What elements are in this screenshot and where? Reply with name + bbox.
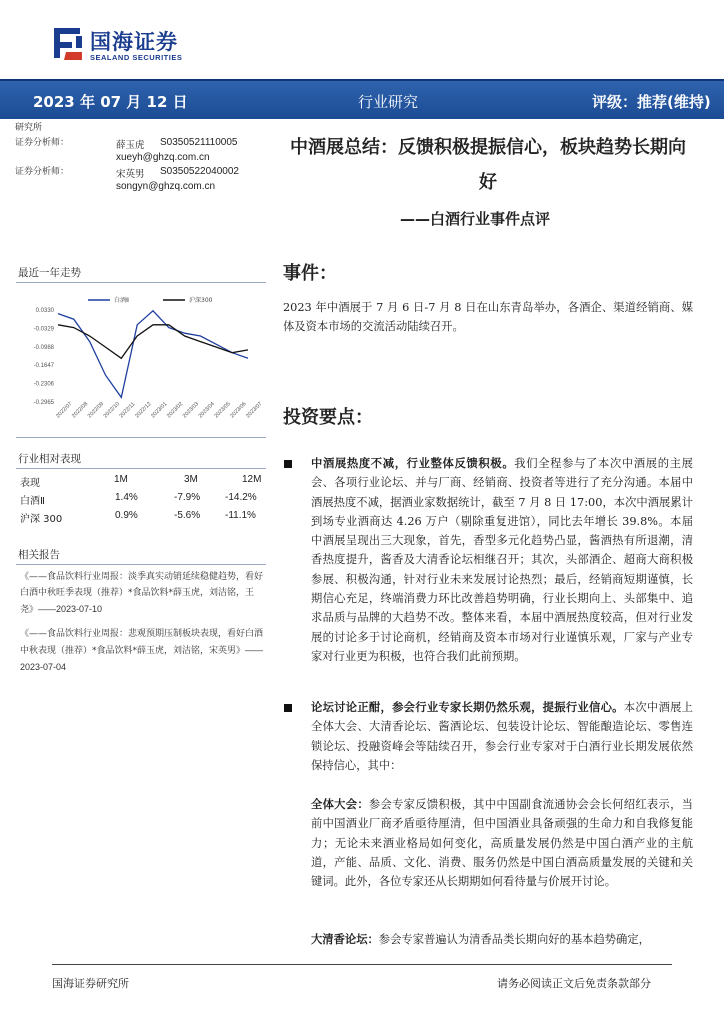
point-lead: 论坛讨论正酣，参会行业专家长期仍然乐观，提振行业信心。 <box>311 700 624 714</box>
y-tick-label: -0.0329 <box>33 326 54 333</box>
x-tick-label: 2022/10 <box>102 401 121 420</box>
sub-point-text: 参会专家反馈积极，其中中国副食流通协会会长何绍红表示，当前中国酒业厂商矛盾亟待厘清，但中国酒业具备顽强的生命力和自我修复能力；无论未来酒业格局如何变化，高质量发展仍然是中国白酒产业的主航道，产能、品质、文化、消费、服务仍然是中国白酒高质量发展的关键和关键词。此外，各位专家还从长期期如何看待量与价展开讨论。 <box>311 798 693 889</box>
table-row <box>20 492 264 510</box>
report-category: 行业研究 <box>358 93 419 111</box>
report-subtitle: ——白酒行业事件点评 <box>400 210 551 228</box>
footer-institute: 国海证券研究所 <box>52 977 129 990</box>
perf-cell: -11.1% <box>225 510 256 521</box>
x-tick-label: 2022/07 <box>55 401 74 420</box>
table-row <box>20 510 264 528</box>
divider <box>16 437 266 438</box>
perf-cell: 1.4% <box>115 492 138 503</box>
perf-col-header: 3M <box>184 474 198 485</box>
sub-point-1 <box>311 795 693 891</box>
report-rating: 评级：推荐(维持) <box>592 93 711 111</box>
y-tick-label: -0.2306 <box>33 381 54 388</box>
related-label: 相关报告 <box>18 549 60 561</box>
series-line <box>58 325 248 359</box>
point-lead: 中酒展热度不减，行业整体反馈积极。 <box>311 456 515 470</box>
report-title: 中酒展总结：反馈积极提振信心，板块趋势长期向好 <box>290 137 686 193</box>
report-date: 2023 年 07 月 12 日 <box>33 93 188 111</box>
analyst-name-1: 薛玉虎 <box>116 140 145 151</box>
perf-col-header: 1M <box>114 474 128 485</box>
point-1 <box>311 454 693 666</box>
perf-cell: 0.9% <box>115 510 138 521</box>
perf-cell: 沪深 300 <box>20 514 63 525</box>
related-report-2[interactable] <box>20 626 266 676</box>
analyst-role-2: 证券分析师： <box>15 167 70 177</box>
event-text: 2023 年中酒展于 7 月 6 日-7 月 8 日在山东青岛举办，各酒企、渠道经销商、媒体及资本市场的交流活动陆续召开。 <box>283 301 693 334</box>
related-report-title[interactable]: 《——食品饮料行业周报：淡季真实动销延续稳健趋势，看好白酒中秋旺季表现（推荐）*食品饮料*薛玉虎，刘洁铭，王尧》 <box>20 572 264 615</box>
perf-cell: -7.9% <box>174 492 201 503</box>
divider <box>16 282 266 283</box>
legend-label: 白酒Ⅱ <box>114 297 129 304</box>
x-tick-label: 2023/01 <box>150 401 169 420</box>
bullet-icon <box>284 460 292 468</box>
sub-point-lead: 大清香论坛： <box>311 932 379 946</box>
analyst-role-1: 证券分析师： <box>15 138 70 148</box>
x-tick-label: 2022/08 <box>71 401 90 420</box>
institute-label: 研究所 <box>15 123 43 133</box>
x-tick-label: 2023/02 <box>166 401 185 420</box>
y-tick-label: 0.0330 <box>35 308 54 314</box>
series-line <box>58 311 248 398</box>
performance-header-row <box>20 474 264 492</box>
analyst-email-1[interactable]: xueyh@ghzq.com.cn <box>116 152 210 163</box>
x-tick-label: 2023/03 <box>181 401 201 420</box>
perf-col-header: 表现 <box>20 478 40 489</box>
sub-point-2 <box>311 930 693 949</box>
x-tick-label: 2023/07 <box>245 401 264 420</box>
related-report-1[interactable] <box>20 569 266 618</box>
event-heading: 事件： <box>283 263 337 284</box>
y-tick-label: -0.0988 <box>33 344 54 351</box>
x-tick-label: 2023/04 <box>197 401 216 420</box>
x-tick-label: 2022/12 <box>134 401 153 420</box>
analyst-email-2[interactable]: songyn@ghzq.com.cn <box>116 181 216 192</box>
x-tick-label: 2022/11 <box>118 401 137 420</box>
x-tick-label: 2023/06 <box>229 401 248 420</box>
related-report-title[interactable]: 《——食品饮料行业周报：悲观预期压制板块表现，看好白酒中秋表现（推荐）*食品饮料*薛玉虎，刘洁铭，宋英男》 <box>20 629 264 656</box>
perf-col-header: 12M <box>242 474 262 485</box>
analyst-id-1: S0350521110005 <box>160 137 238 148</box>
perf-cell: -5.6% <box>174 510 201 521</box>
bullet-icon <box>284 704 292 712</box>
analyst-id-2: S0350522040002 <box>160 166 239 177</box>
trend-chart <box>18 290 264 425</box>
divider <box>16 564 266 565</box>
perf-cell: -14.2% <box>225 492 257 503</box>
performance-label: 行业相对表现 <box>18 453 81 465</box>
x-tick-label: 2023/05 <box>213 401 232 420</box>
x-tick-label: 2022/09 <box>86 401 106 420</box>
analyst-name-2: 宋英男 <box>116 169 145 180</box>
brand-name-en: SEALAND SECURITIES <box>90 53 183 62</box>
footer-divider <box>52 964 672 965</box>
points-heading: 投资要点： <box>283 407 373 428</box>
footer-disclaimer[interactable]: 请务必阅读正文后免责条款部分 <box>497 977 651 990</box>
point-text: 我们全程参与了本次中酒展的主展会、各项行业论坛、并与厂商、经销商、投资者等进行了充分沟通。本届中酒展热度不减，据酒业家数据统计，截至 7 月 8 日 17:00，本次中酒展累计到场专业酒商达 4.26 万户（剔除重复进馆），同比去年增长 39.8%。本届中酒展呈现出三大现象，首先，香型多元化趋势凸显，酱酒热有所退潮，清香热度提升，酱香及大清香论坛相继召开；其次，头部酒企、超商大商积极参展、积极沟通，针对行业未来发展讨论热烈；最后，经销商短期谨慎，长期信心充足，终端消费力环比改善趋势明确，行业长期向上、头部集中、追求品质与品牌的大趋势不改。整体来看，本届中酒展热度较高，但对行业发展的讨论多于讨论商机，经销商及资本市场对行业谨慎乐观，厂家与产业专家对行业更为积极，也符合我们此前预期。 <box>311 457 693 663</box>
related-report-date: ——2023-07-04 <box>20 645 264 672</box>
related-report-date: ——2023-07-10 <box>38 604 103 614</box>
divider <box>16 468 266 469</box>
y-tick-label: -0.2965 <box>33 400 54 406</box>
legend-label: 沪深300 <box>189 297 213 304</box>
brand-name-cn: 国海证券 <box>90 30 178 54</box>
point-2 <box>311 698 693 775</box>
perf-cell: 白酒Ⅱ <box>20 496 45 507</box>
brand-logo-icon <box>50 24 86 64</box>
y-tick-label: -0.1647 <box>33 363 54 370</box>
trend-label: 最近一年走势 <box>18 267 81 279</box>
sub-point-text: 参会专家普遍认为清香品类长期向好的基本趋势确定， <box>378 933 650 946</box>
sub-point-lead: 全体大会： <box>311 797 369 811</box>
point-text: 本次中酒展上全体大会、大清香论坛、酱酒论坛、包装设计论坛、智能酿造论坛、零售连锁论坛、投融资峰会等陆续召开，参会行业专家对于白酒行业长期发展依然保持信心，其中： <box>311 701 693 772</box>
